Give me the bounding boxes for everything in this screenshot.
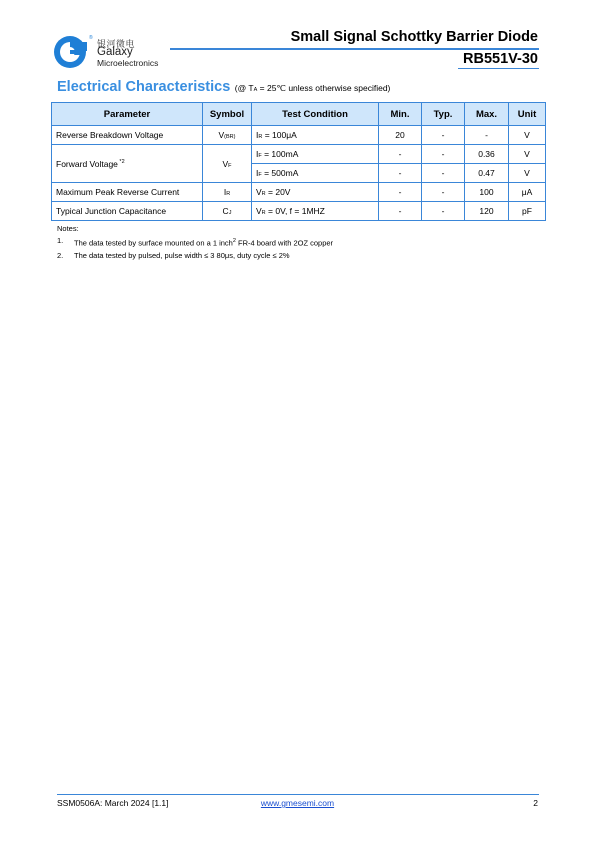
section-condition	[235, 83, 391, 93]
registered-mark: ®	[89, 35, 93, 41]
cell-symbol: VF	[203, 145, 252, 183]
cell-min: -	[379, 202, 422, 221]
logo-chinese-name: 银河微电	[97, 39, 136, 49]
note-item	[57, 250, 333, 262]
table-row	[52, 126, 546, 145]
header-unit: Unit	[509, 103, 546, 126]
cell-max: 120	[465, 202, 509, 221]
cell-max: 0.36	[465, 145, 509, 164]
cell-condition: VR = 20V	[252, 183, 379, 202]
cell-unit: pF	[509, 202, 546, 221]
table-row	[52, 145, 546, 164]
part-number-underline	[458, 68, 539, 69]
cell-parameter: Forward Voltage $^{*2}$	[52, 145, 203, 183]
galaxy-logo-icon	[53, 35, 89, 69]
cell-typ: -	[422, 164, 465, 183]
section-title: Electrical Characteristics	[57, 79, 231, 95]
header-min: Min.	[379, 103, 422, 126]
cell-unit: μA	[509, 183, 546, 202]
note-item	[57, 235, 333, 250]
cell-parameter: Typical Junction Capacitance	[52, 202, 203, 221]
cell-condition: VR = 0V, f = 1MHZ	[252, 202, 379, 221]
cell-max: -	[465, 126, 509, 145]
title-divider	[170, 48, 539, 50]
condition-suffix: = 25℃ unless otherwise specified)	[257, 83, 391, 93]
cell-max: 100	[465, 183, 509, 202]
note-text: The data tested by pulsed, pulse width ≤ 3 80μs, duty cycle ≤ 2%	[74, 250, 290, 260]
electrical-characteristics-table	[51, 102, 546, 221]
cell-parameter: Maximum Peak Reverse Current	[52, 183, 203, 202]
header-parameter: Parameter	[52, 103, 203, 126]
cell-unit: V	[509, 145, 546, 164]
part-number: RB551V-30	[463, 51, 538, 67]
header-typ: Typ.	[422, 103, 465, 126]
website-link[interactable]: www.gmesemi.com	[260, 798, 335, 808]
note-text: The data tested by surface mounted on a 1 inch$^2$ FR-4 board with 2OZ copper	[74, 238, 334, 248]
cell-typ: -	[422, 183, 465, 202]
cell-condition: IR = 100μA	[252, 126, 379, 145]
cell-unit: V	[509, 164, 546, 183]
header-max: Max.	[465, 103, 509, 126]
footer-website-wrap	[0, 798, 595, 808]
cell-min: -	[379, 183, 422, 202]
notes	[57, 223, 333, 262]
notes-title: Notes:	[57, 224, 79, 233]
table-header-row	[52, 103, 546, 126]
logo-company-subtitle: Microelectronics	[97, 58, 159, 68]
section-heading	[57, 78, 390, 96]
cell-typ: -	[422, 126, 465, 145]
logo-company-name: Galaxy	[97, 46, 133, 58]
header-symbol: Symbol	[203, 103, 252, 126]
cell-symbol: IR	[203, 183, 252, 202]
cell-symbol: CJ	[203, 202, 252, 221]
footer-divider	[57, 794, 539, 795]
header-condition: Test Condition	[252, 103, 379, 126]
cell-min: -	[379, 145, 422, 164]
company-logo	[53, 35, 173, 69]
cell-max: 0.47	[465, 164, 509, 183]
footer-doc-id: SSM0506A: March 2024 [1.1]	[57, 798, 169, 808]
document-title: Small Signal Schottky Barrier Diode	[290, 29, 538, 45]
note-number: 1.	[57, 236, 64, 245]
condition-subscript: A	[253, 87, 258, 93]
cell-symbol: V(BR)	[203, 126, 252, 145]
note-number: 2.	[57, 250, 64, 260]
cell-parameter: Reverse Breakdown Voltage	[52, 126, 203, 145]
table-row	[52, 202, 546, 221]
cell-typ: -	[422, 145, 465, 164]
cell-condition: IF = 100mA	[252, 145, 379, 164]
cell-min: 20	[379, 126, 422, 145]
table-row	[52, 183, 546, 202]
cell-min: -	[379, 164, 422, 183]
page-number: 2	[533, 798, 538, 808]
cell-condition: IF = 500mA	[252, 164, 379, 183]
condition-prefix: (@ T	[234, 83, 254, 93]
cell-typ: -	[422, 202, 465, 221]
cell-unit: V	[509, 126, 546, 145]
